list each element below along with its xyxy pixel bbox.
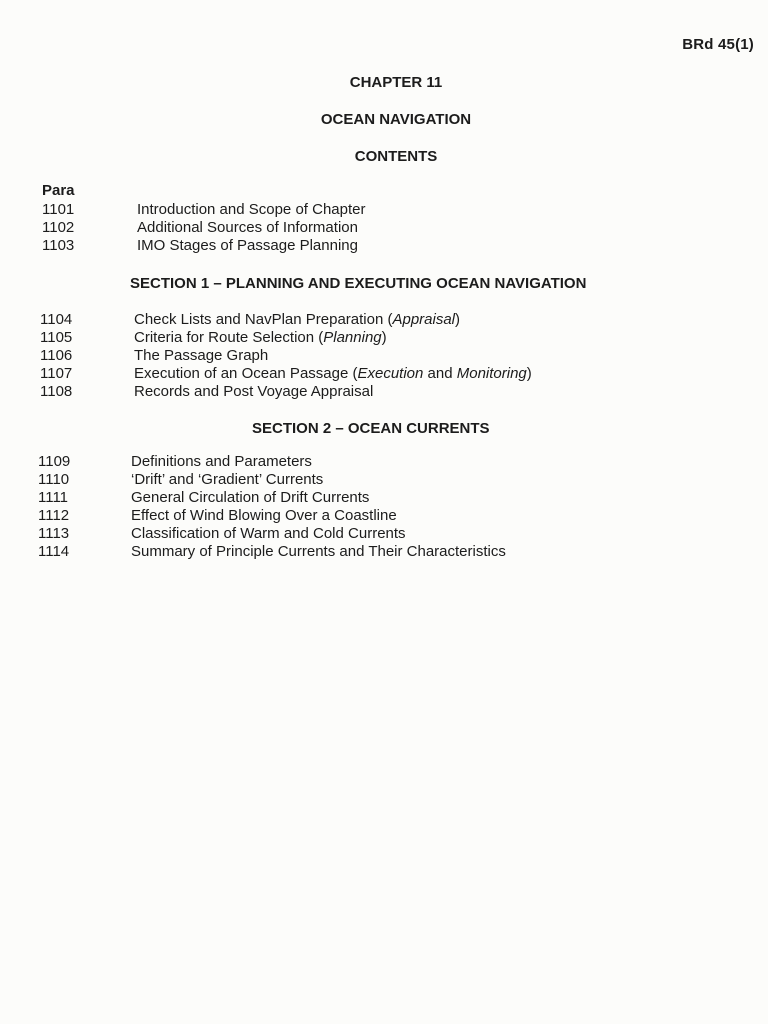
para-number: 1109 <box>38 453 71 470</box>
document-reference: BRd 45(1) <box>682 36 754 53</box>
entry-title: Check Lists and NavPlan Preparation (Appraisal) <box>134 311 461 328</box>
contents-heading: CONTENTS <box>354 148 438 165</box>
para-number: 1111 <box>38 489 69 506</box>
entry-title: Introduction and Scope of Chapter <box>137 201 366 218</box>
para-number: 1104 <box>40 311 73 328</box>
entry-title: Records and Post Voyage Appraisal <box>134 383 374 400</box>
para-number: 1112 <box>38 507 70 524</box>
para-number: 1110 <box>38 471 70 488</box>
para-column-label: Para <box>42 182 75 199</box>
para-number: 1108 <box>40 383 73 400</box>
entry-title: Classification of Warm and Cold Currents <box>131 525 406 542</box>
para-number: 1114 <box>38 543 70 560</box>
entry-title: Definitions and Parameters <box>131 453 312 470</box>
para-number: 1102 <box>42 219 75 236</box>
entry-title: Criteria for Route Selection (Planning) <box>134 329 387 346</box>
entry-title: Execution of an Ocean Passage (Execution and Monitoring) <box>134 365 532 382</box>
entry-title: General Circulation of Drift Currents <box>131 489 370 506</box>
entry-title: Additional Sources of Information <box>137 219 358 236</box>
section-2-heading: SECTION 2 – OCEAN CURRENTS <box>252 420 490 437</box>
para-number: 1105 <box>40 329 73 346</box>
section-1-heading: SECTION 1 – PLANNING AND EXECUTING OCEAN NAVIGATION <box>130 275 587 292</box>
entry-title: The Passage Graph <box>134 347 269 364</box>
para-number: 1101 <box>42 201 75 218</box>
entry-title: Summary of Principle Currents and Their Characteristics <box>131 543 506 560</box>
entry-title: IMO Stages of Passage Planning <box>137 237 358 254</box>
chapter-title: OCEAN NAVIGATION <box>320 111 472 128</box>
para-number: 1106 <box>40 347 73 364</box>
para-number: 1103 <box>42 237 75 254</box>
para-number: 1107 <box>40 365 73 382</box>
chapter-number: CHAPTER 11 <box>349 74 443 91</box>
entry-title: ‘Drift’ and ‘Gradient’ Currents <box>131 471 324 488</box>
para-number: 1113 <box>38 525 70 542</box>
entry-title: Effect of Wind Blowing Over a Coastline <box>131 507 397 524</box>
